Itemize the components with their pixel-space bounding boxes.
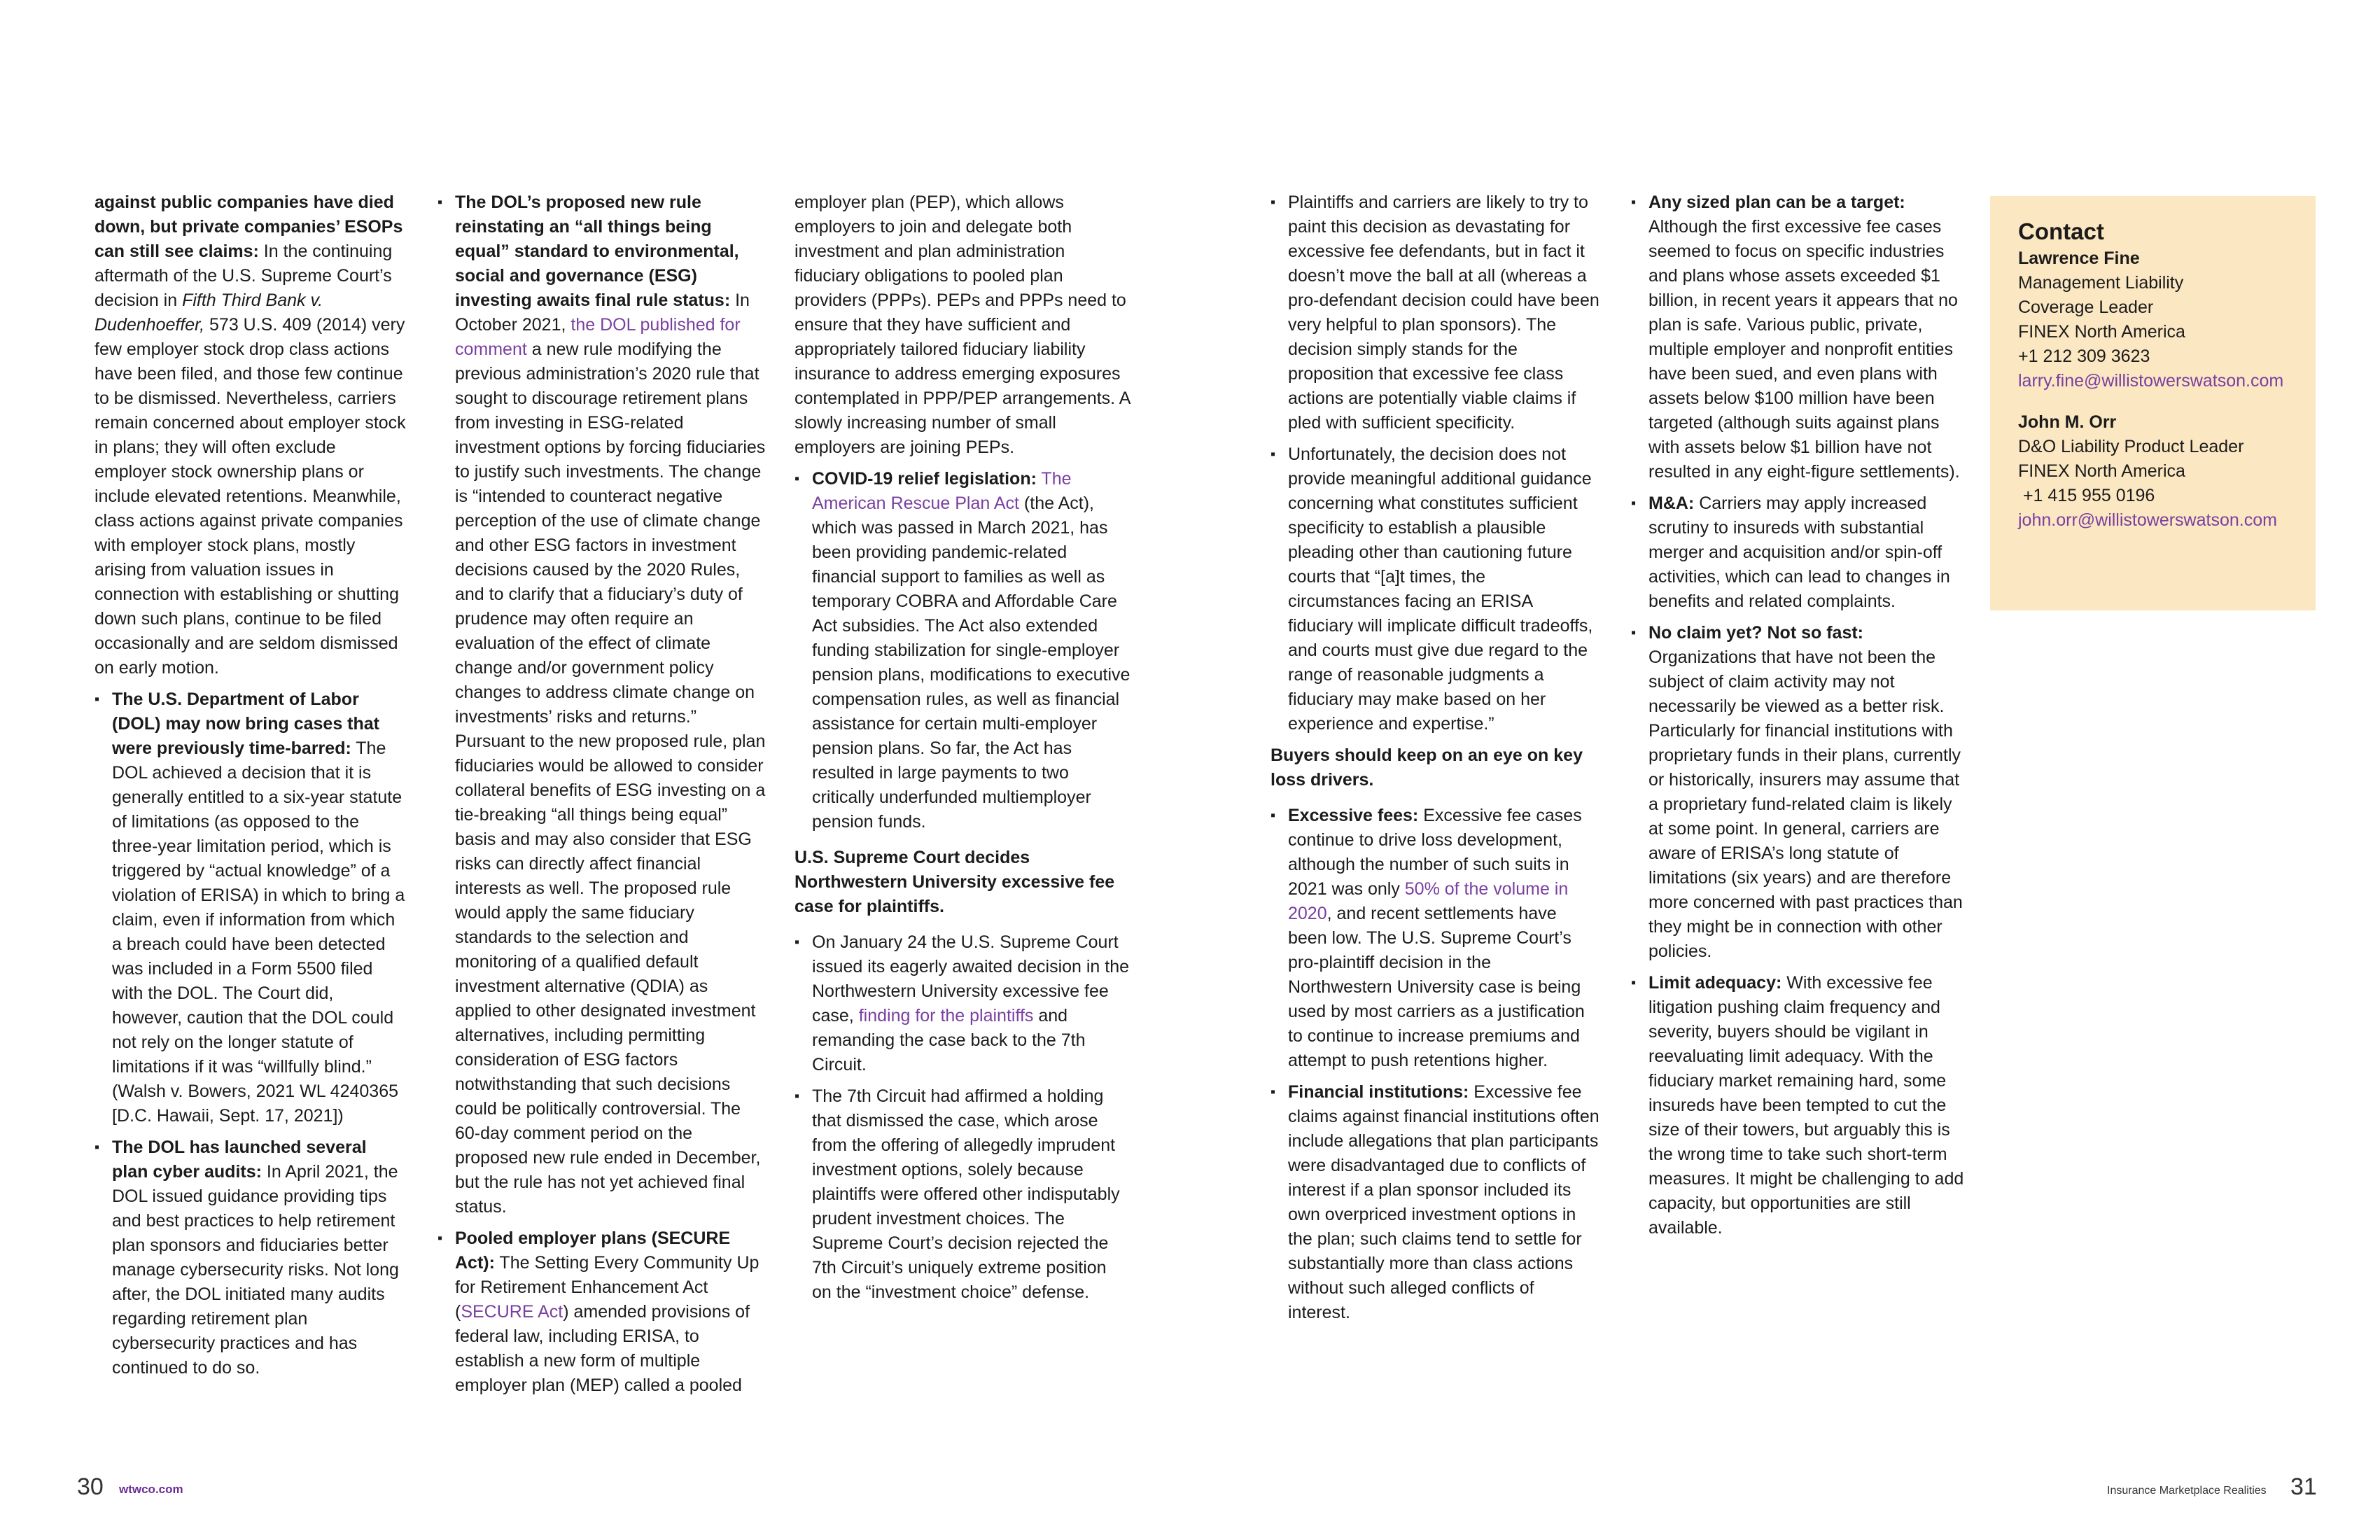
page-number-left: 30 (77, 1474, 104, 1500)
contact-title: Contact (2018, 218, 2104, 244)
bullet-list (438, 190, 766, 1398)
text-column-1 (94, 190, 406, 1387)
contact-role: Management Liability (2018, 273, 2184, 293)
contact-box (1990, 196, 2316, 610)
list-item: ▪ COVID-19 relief legislation: The American Rescue Plan Act (the Act), which was passed in March 2021, has been providing pandemic-related financial support to families as well as temporary COBRA and Affordable Care Act subsidies. The Act also extended funding stabilization for single-employer pension plans, modifications to executive compensation rules, as well as financial assistance for certain multi-employer pension plans. So far, the Act has resulted in large payments to two critically underfunded multiemployer pension funds. (794, 467, 1130, 834)
bullet-list (1631, 190, 1967, 1240)
paragraph-pep: employer plan (PEP), which allows employers to join and delegate both investment and plan administration fiduciary obligations to pooled plan providers (PPPs). PEPs and PPPs need to ensure that they have sufficient and appropriately tailored fiduciary liability insurance to address emerging exposures contemplated in PPP/PEP arrangements. A slowly increasing number of small employers are joining PEPs. (794, 192, 1130, 457)
bullet-list (94, 687, 406, 1380)
text-column-5 (1631, 190, 1967, 1247)
list-item: ▪ The DOL’s proposed new rule reinstating an “all things being equal” standard to environmental, social and governance (ESG) investing awaits final rule status: In October 2021, the DOL published for comment a new rule modifying the previous administration’s 2020 rule that sought to discourage retirement plans from investing in ESG-related investment options by forcing fiduciaries to justify such investments. The change is “intended to counteract negative perception of the use of climate change and other ESG factors in investment decisions caused by the 2020 Rules, and to clarify that a fiduciary’s duty of prudence may often require an evaluation of the effect of climate change and/or government policy changes to address climate change on investments’ risks and returns.” Pursuant to the new proposed rule, plan fiduciaries would be allowed to consider collateral benefits of ESG investing on a tie-breaking “all things being equal” basis and may also consider that ESG risks can directly affect financial interests as well. The proposed rule would apply the same fiduciary standards to the selection and monitoring of a qualified default investment alternative (QDIA) as applied to other designated investment alternatives, including permitting consideration of ESG factors notwithstanding that such decisions could be politically controversial. The 60-day comment period on the proposed new rule ended in December, but the rule has not yet achieved final status. (438, 190, 766, 1219)
list-item: ▪ The DOL has launched several plan cyber audits: In April 2021, the DOL issued guidance providing tips and best practices to help retirement plan sponsors and fiduciaries better manage cybersecurity risks. Not long after, the DOL initiated many audits regarding retirement plan cybersecurity practices and has continued to do so. (94, 1135, 406, 1380)
list-item: ▪ Any sized plan can be a target: Although the first excessive fee cases seemed to focus on specific industries and plans whose assets exceeded $1 billion, in recent years it appears that no plan is safe. Various public, private, multiple employer and nonprofit entities have been sued, and even plans with assets below $100 million have been targeted (although suits against plans with assets below $1 billion have not resulted in any eight-figure settlements). (1631, 190, 1967, 484)
page-number-right: 31 (2290, 1474, 2317, 1500)
contact-name: John M. Orr (2018, 412, 2117, 432)
volume-link[interactable]: 50% of the volume in 2020 (1288, 879, 1569, 923)
publication-title: Insurance Marketplace Realities (2107, 1485, 2267, 1497)
list-item: ▪ Pooled employer plans (SECURE Act): The Setting Every Community Up for Retirement Enhancement Act (SECURE Act) amended provisions of federal law, including ERISA, to establish a new form of multiple employer plan (MEP) called a pooled (438, 1226, 766, 1398)
list-item: ▪ On January 24 the U.S. Supreme Court issued its eagerly awaited decision in the Northwestern University excessive fee case, finding for the plaintiffs and remanding the case back to the 7th Circuit. (794, 930, 1130, 1077)
dol-comment-link[interactable]: the DOL published for comment (455, 315, 741, 359)
contact-org: FINEX North America (2018, 322, 2185, 342)
list-item: ▪ M&A: Carriers may apply increased scrutiny to insureds with substantial merger and acquisition and/or spin-off activities, which can lead to changes in benefits and related complaints. (1631, 491, 1967, 614)
text-column-4 (1270, 190, 1600, 1332)
text-column-2 (438, 190, 766, 1405)
bullet-list (1270, 804, 1600, 1325)
contact-phone: +1 415 955 0196 (2018, 486, 2155, 505)
text-column-3 (794, 190, 1130, 1312)
contact-phone: +1 212 309 3623 (2018, 346, 2150, 366)
list-item: ▪ No claim yet? Not so fast: Organizations that have not been the subject of claim activity may not necessarily be viewed as a better risk. Particularly for financial institutions with proprietary funds in their plans, currently or historically, insurers may assume that a proprietary fund-related claim is likely at some point. In general, carriers are aware of ERISA’s long statute of limitations (six years) and are therefore more concerned with past practices than they might be in connection with other policies. (1631, 621, 1967, 964)
contact-name: Lawrence Fine (2018, 248, 2140, 268)
section-heading: Buyers should keep on an eye on key loss drivers. (1270, 746, 1583, 790)
contact-email-link[interactable]: john.orr@willistowerswatson.com (2018, 510, 2277, 530)
contact-role: D&O Liability Product Leader (2018, 437, 2244, 456)
list-item: ▪ Unfortunately, the decision does not provide meaningful additional guidance concerning what constitutes sufficient specificity to establish a plausible pleading other than cautioning future courts that “[a]t times, the circumstances facing an ERISA fiduciary will implicate difficult tradeoffs, and courts must give due regard to the range of reasonable judgments a fiduciary may make based on her experience and expertise.” (1270, 442, 1600, 736)
section-heading: U.S. Supreme Court decides Northwestern University excessive fee case for plaintiffs. (794, 848, 1115, 916)
contact-org: FINEX North America (2018, 461, 2185, 481)
site-link[interactable]: wtwco.com (119, 1483, 183, 1496)
list-item: ▪ Excessive fees: Excessive fee cases continue to drive loss development, although the number of such suits in 2021 was only 50% of the volume in 2020, and recent settlements have been low. The U.S. Supreme Court’s pro-plaintiff decision in the Northwestern University case is being used by most carriers as a justification to continue to increase premiums and attempt to push retentions higher. (1270, 804, 1600, 1073)
list-item: ▪ Limit adequacy: With excessive fee litigation pushing claim frequency and severity, buyers should be vigilant in reevaluating limit adequacy. With the fiduciary market remaining hard, some insureds have been tempted to cut the size of their towers, but arguably this is the wrong time to take such short-term measures. It might be challenging to add capacity, but opportunities are still available. (1631, 971, 1967, 1240)
list-item: ▪ Financial institutions: Excessive fee claims against financial institutions often include allegations that plan participants were disadvantaged due to conflicts of interest if a plan sponsor included its own overpriced investment options in the plan; such claims tend to settle for substantially more than class actions without such alleged conflicts of interest. (1270, 1080, 1600, 1325)
paragraph-esop: against public companies have died down, but private companies’ ESOPs can still see claims: In the continuing aftermath of the U.S. Supreme Court’s decision in Fifth Third Bank v. Dudenhoeffer, 573 U.S. 409 (2014) very few employer stock drop class actions have been filed, and those few continue to be dismissed. Nevertheless, carriers remain concerned about employer stock in plans; they will often exclude employer stock ownership plans or include elevated retentions. Meanwhile, class actions against private companies with employer stock plans, mostly arising from valuation issues in connection with establishing or shutting down such plans, continue to be filed occasionally and are seldom dismissed on early motion. (94, 192, 406, 678)
contact-role: Coverage Leader (2018, 298, 2154, 317)
secure-act-link[interactable]: SECURE Act (461, 1302, 564, 1322)
finding-link[interactable]: finding for the plaintiffs (858, 1006, 1034, 1026)
list-item: ▪ The 7th Circuit had affirmed a holding that dismissed the case, which arose from the offering of allegedly imprudent investment options, solely because plaintiffs were offered other indisputably prudent investment choices. The Supreme Court’s decision rejected the 7th Circuit’s uniquely extreme position on the “investment choice” defense. (794, 1084, 1130, 1305)
contact-email-link[interactable]: larry.fine@willistowerswatson.com (2018, 371, 2284, 391)
spacer (2018, 393, 2316, 410)
rescue-plan-link[interactable]: The American Rescue Plan Act (812, 469, 1072, 513)
bullet-list (794, 930, 1130, 1305)
bullet-list (1270, 190, 1600, 736)
bullet-list (794, 467, 1130, 834)
list-item: ▪ The U.S. Department of Labor (DOL) may now bring cases that were previously time-barred: The DOL achieved a decision that it is generally entitled to a six-year statute of limitations (as opposed to the three-year limitation period, which is triggered by “actual knowledge” of a violation of ERISA) in which to bring a claim, even if information from which a breach could have been detected was included in a Form 5500 filed with the DOL. The Court did, however, caution that the DOL could not rely on the longer statute of limitations if it was “willfully blind.” (Walsh v. Bowers, 2021 WL 4240365 [D.C. Hawaii, Sept. 17, 2021]) (94, 687, 406, 1128)
list-item: ▪ Plaintiffs and carriers are likely to try to paint this decision as devastating for excessive fee defendants, but in fact it doesn’t move the ball at all (whereas a pro-defendant decision could have been very helpful to plan sponsors). The decision simply stands for the proposition that excessive fee class actions are potentially viable claims if pled with sufficient specificity. (1270, 190, 1600, 435)
